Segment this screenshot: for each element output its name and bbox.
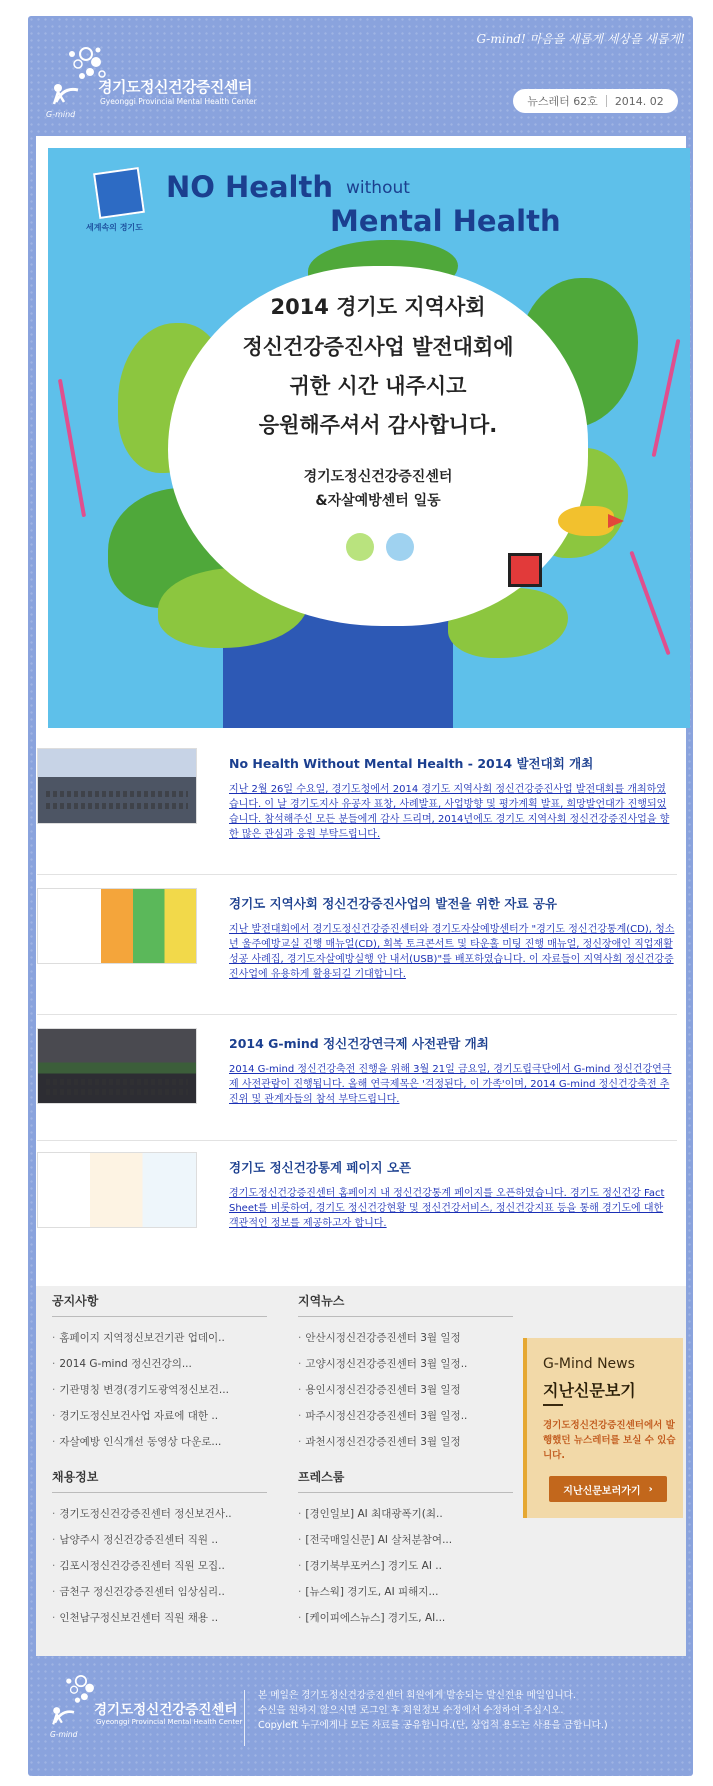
list-item[interactable]: · [전국매일신문] AI 살처분참여... bbox=[298, 1527, 513, 1553]
list-item[interactable]: · 파주시정신건강증진센터 3월 일정.. bbox=[298, 1403, 513, 1429]
list-item[interactable]: · [경기북부포커스] 경기도 AI .. bbox=[298, 1553, 513, 1579]
suicide-prevention-mini-logo-icon bbox=[386, 533, 414, 561]
button-label: 지난신문보러가기 bbox=[563, 1485, 641, 1497]
article-title[interactable]: 2014 G-mind 정신건강연극제 사전관람 개최 bbox=[229, 1036, 489, 1051]
headline-no-health: NO Health bbox=[166, 170, 333, 204]
list-item[interactable]: · 인천남구정신보건센터 직원 채용 .. bbox=[52, 1605, 267, 1631]
article-item[interactable] bbox=[37, 1152, 683, 1272]
bird-icon bbox=[558, 506, 614, 536]
notices-list bbox=[52, 1325, 267, 1455]
list-item[interactable]: · [뉴스웍] 경기도, AI 피해지... bbox=[298, 1579, 513, 1605]
list-item[interactable]: · [경인일보] AI 최대광폭기(최.. bbox=[298, 1501, 513, 1527]
article-title[interactable]: 경기도 지역사회 정신건강증진사업의 발전을 위한 자료 공유 bbox=[229, 896, 557, 911]
article-title[interactable]: No Health Without Mental Health - 2014 발전대회 개최 bbox=[229, 756, 594, 771]
article-thumbnail[interactable] bbox=[37, 1152, 197, 1228]
regional-news-list bbox=[298, 1325, 513, 1455]
archive-title-en: G-Mind News bbox=[543, 1356, 635, 1372]
jobs-list bbox=[52, 1501, 267, 1631]
heading-underline bbox=[298, 1316, 513, 1317]
article-thumbnail[interactable] bbox=[37, 748, 197, 824]
banner-signature-line: 경기도정신건강증진센터 bbox=[303, 469, 453, 485]
article-divider bbox=[37, 1140, 677, 1141]
article-thumbnail[interactable] bbox=[37, 1028, 197, 1104]
archive-title-ko: 지난신문보기 bbox=[543, 1381, 636, 1400]
banner-message-line: 정신건강증진사업 발전대회에 bbox=[242, 335, 514, 359]
list-item[interactable]: · 김포시정신건강증진센터 직원 모집.. bbox=[52, 1553, 267, 1579]
footer-line: 수신을 원하지 않으시면 로그인 후 회원정보 수정에서 수정하여 주십시오. bbox=[258, 1705, 564, 1716]
issue-number: 뉴스레터 62호 bbox=[527, 95, 598, 108]
list-item[interactable]: · 남양주시 정신건강증진센터 직원 .. bbox=[52, 1527, 267, 1553]
archive-description: 경기도정신건강증진센터에서 발행했던 뉴스레터를 보실 수 있습니다. bbox=[543, 1420, 676, 1461]
banner-message-line: 귀한 시간 내주시고 bbox=[289, 374, 467, 398]
archive-title-underline bbox=[543, 1404, 563, 1406]
list-item[interactable]: · 2014 G-mind 정신건강의... bbox=[52, 1351, 267, 1377]
jobs-heading[interactable]: 채용정보 bbox=[52, 1470, 99, 1484]
gmind-label: G-mind bbox=[46, 110, 76, 119]
article-divider bbox=[37, 1014, 677, 1015]
footer-org-name: 경기도정신건강증진센터 bbox=[94, 1702, 238, 1718]
list-item[interactable]: · 경기도정신건강증진센터 정신보건사.. bbox=[52, 1501, 267, 1527]
footer-separator bbox=[244, 1690, 245, 1746]
issue-date: 2014. 02 bbox=[614, 94, 664, 108]
gmind-mini-logo-icon bbox=[346, 533, 374, 561]
footer-line: 본 메일은 경기도정신건강증진센터 회원에게 발송되는 발신전용 메일입니다. bbox=[258, 1690, 576, 1701]
article-body-link[interactable]: 지난 2월 26일 수요일, 경기도청에서 2014 경기도 지역사회 정신건강증진사업 발전대회를 개최하였습니다. 이 날 경기도지사 유공자 표창, 사례발표, 사업방향 및 평가계획 발표, 희망발언대가 진행되었습니다. 참석해주신 모든 분들에게 감사 드리며, 2014년에도 경기도 지역사회 정신건강증진사업을 향한 많은 관심과 응원 부탁드립니다. bbox=[229, 784, 670, 840]
article-item[interactable] bbox=[37, 1028, 683, 1148]
org-name-en: Gyeonggi Provincial Mental Health Center bbox=[100, 97, 257, 106]
list-item[interactable]: · [케이피에스뉴스] 경기도, AI... bbox=[298, 1605, 513, 1631]
issue-badge bbox=[513, 89, 678, 113]
fern-decoration bbox=[58, 379, 86, 518]
header-logo[interactable] bbox=[42, 44, 272, 122]
bird-beak bbox=[608, 514, 624, 528]
regional-news-column bbox=[298, 1292, 513, 1455]
list-item[interactable]: · 고양시정신건강증진센터 3월 일정.. bbox=[298, 1351, 513, 1377]
org-name: 경기도정신건강증진센터 bbox=[98, 78, 252, 96]
fern-decoration bbox=[629, 551, 670, 656]
notices-column bbox=[52, 1292, 267, 1455]
fern-decoration bbox=[652, 339, 681, 457]
heading-underline bbox=[52, 1492, 267, 1493]
main-banner[interactable] bbox=[48, 148, 690, 728]
issue-separator bbox=[606, 95, 607, 107]
notices-heading[interactable]: 공지사항 bbox=[52, 1294, 99, 1308]
footer-gmind-label: G-mind bbox=[50, 1730, 78, 1739]
list-item[interactable]: · 용인시정신건강증진센터 3월 일정 bbox=[298, 1377, 513, 1403]
article-title[interactable]: 경기도 정신건강통계 페이지 오픈 bbox=[229, 1160, 412, 1175]
view-past-newsletters-button[interactable] bbox=[549, 1476, 667, 1502]
article-divider bbox=[37, 874, 677, 875]
list-item[interactable]: · 금천구 정신건강증진센터 임상심리.. bbox=[52, 1579, 267, 1605]
article-item[interactable] bbox=[37, 748, 683, 868]
regional-news-heading[interactable]: 지역뉴스 bbox=[298, 1294, 345, 1308]
press-column bbox=[298, 1468, 513, 1631]
heading-underline bbox=[52, 1316, 267, 1317]
emblem-text: 세계속의 경기도 bbox=[86, 223, 143, 232]
banner-signature-line: &자살예방센터 일동 bbox=[315, 493, 441, 509]
list-item[interactable]: · 경기도정신보건사업 자료에 대한 .. bbox=[52, 1403, 267, 1429]
gyeonggi-emblem-icon bbox=[93, 167, 145, 219]
past-newsletters-box bbox=[523, 1338, 683, 1518]
flower-logo-icon bbox=[48, 1672, 100, 1730]
article-item[interactable] bbox=[37, 888, 683, 1008]
jobs-column bbox=[52, 1468, 267, 1631]
press-list bbox=[298, 1501, 513, 1631]
article-body-link[interactable]: 경기도정신건강증진센터 홈페이지 내 정신건강통계 페이지를 오픈하였습니다. 경기도 정신건강 Fact Sheet를 비롯하여, 경기도 정신건강현황 및 정신건강서비스, 정신건강지표 등을 통해 경기도에 대한 객관적인 정보를 제공하고자 합니다. bbox=[229, 1188, 665, 1229]
chevron-right-icon: › bbox=[648, 1483, 653, 1495]
list-item[interactable]: · 기관명칭 변경(경기도광역정신보건... bbox=[52, 1377, 267, 1403]
banner-message-line: 2014 경기도 지역사회 bbox=[270, 295, 486, 319]
list-item[interactable]: · 홈페이지 지역정신보건기관 업데이.. bbox=[52, 1325, 267, 1351]
banner-message-line: 응원해주셔서 감사합니다. bbox=[258, 413, 498, 437]
slogan: G-mind! 마음을 새롭게 세상을 새롭게! bbox=[476, 32, 685, 46]
footer-org-name-en: Gyeonggi Provincial Mental Health Center bbox=[96, 1718, 243, 1726]
footer-notice bbox=[258, 1688, 678, 1733]
headline-mental-health: Mental Health bbox=[330, 204, 561, 238]
article-thumbnail[interactable] bbox=[37, 888, 197, 964]
footer-logo[interactable] bbox=[44, 1668, 244, 1748]
article-body-link[interactable]: 지난 발전대회에서 경기도정신건강증진센터와 경기도자살예방센터가 "경기도 정신건강통계(CD), 청소년 울주예방교실 진행 매뉴얼(CD), 회복 토크콘서트 및 타운홀 미팅 진행 매뉴얼, 정신장애인 직업재활 성공 사례집, 경기도자살예방실행 안 내서(USB)"를 배포하였습니다. 이 자료들이 지역사회 정신건강증진사업에 유용하게 활용되길 기대합니다. bbox=[229, 924, 675, 980]
press-heading[interactable]: 프레스룸 bbox=[298, 1470, 345, 1484]
list-item[interactable]: · 과천시정신건강증진센터 3월 일정 bbox=[298, 1429, 513, 1455]
footer-line: Copyleft 누구에게나 모든 자료를 공유합니다.(단, 상업적 용도는 사용을 금합니다.) bbox=[258, 1720, 608, 1731]
article-body-link[interactable]: 2014 G-mind 정신건강축전 진행을 위해 3월 21일 금요일, 경기도립극단에서 G-mind 정신건강연극제 사전관람이 진행됩니다. 올해 연극제목은 '걱정된다, 이 가족'이며, 2014 G-mind 정신건강축전 추진위 및 관계자들의 참석 부탁드립니다. bbox=[229, 1064, 672, 1105]
gift-box-icon bbox=[508, 553, 542, 587]
list-item[interactable]: · 안산시정신건강증진센터 3월 일정 bbox=[298, 1325, 513, 1351]
heading-underline bbox=[298, 1492, 513, 1493]
list-item[interactable]: · 자살예방 인식개선 동영상 다운로... bbox=[52, 1429, 267, 1455]
headline-without: without bbox=[346, 178, 410, 198]
